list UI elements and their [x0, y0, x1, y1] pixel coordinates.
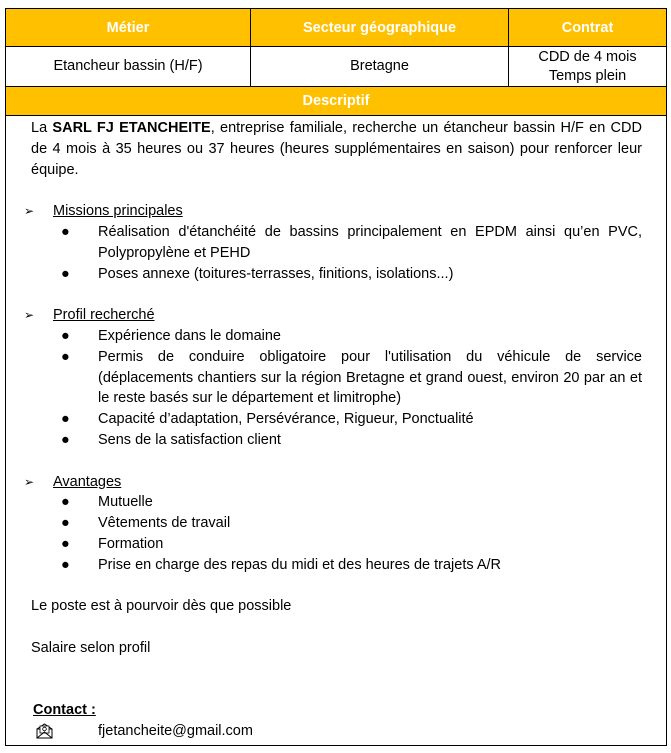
- bullet-icon: ●: [61, 494, 70, 511]
- list-item-text: Mutuelle: [98, 494, 153, 511]
- descriptif-body: [6, 116, 667, 746]
- section-profil: [24, 305, 642, 451]
- bullet-icon: ●: [61, 556, 70, 573]
- bullet-icon: ●: [61, 223, 70, 240]
- list-item-text: Prise en charge des repas du midi et des heures de trajets A/R: [98, 556, 501, 573]
- list-item-text: Réalisation d'étanchéité de bassins principalement en EPDM ainsi qu’en PVC, Polypropylène et PEHD: [98, 223, 642, 261]
- bullet-icon: ●: [61, 431, 70, 448]
- bullet-icon: ●: [61, 348, 70, 365]
- contrat-type: CDD de 4 mois: [538, 48, 637, 65]
- list-item: [31, 430, 642, 451]
- list-item: [31, 326, 642, 347]
- bullet-icon: ●: [61, 515, 70, 532]
- list-item: [31, 347, 642, 409]
- job-offer-document: [5, 8, 666, 746]
- section-avantages: [24, 472, 642, 576]
- list-item-text: Permis de conduire obligatoire pour l'utilisation du véhicule de service (déplacements chantiers sur la région Bretagne et grand ouest, environ 20 par an et le reste basés sur le département et limitrophe): [98, 348, 642, 407]
- list-item: [31, 409, 642, 430]
- header-secteur: Secteur géographique: [251, 9, 509, 47]
- bullet-icon: ●: [61, 535, 70, 552]
- list-item-text: Sens de la satisfaction client: [98, 431, 281, 448]
- list-item-text: Formation: [98, 535, 164, 552]
- list-item: [31, 492, 642, 513]
- contact-row: [31, 721, 642, 742]
- arrow-bullet-icon: ➢: [24, 308, 35, 323]
- contact-email[interactable]: fjetancheite@gmail.com: [98, 723, 253, 740]
- section-title: Missions principales: [53, 203, 183, 220]
- contact-title: Contact :: [33, 702, 96, 719]
- value-metier: Etancheur bassin (H/F): [6, 47, 251, 87]
- bullet-icon: ●: [61, 327, 70, 344]
- value-secteur: Bretagne: [251, 47, 509, 87]
- bullet-icon: ●: [61, 411, 70, 428]
- header-contrat: Contrat: [509, 9, 667, 47]
- intro-prefix: La: [31, 120, 53, 136]
- list-item: [31, 264, 642, 285]
- list-item: [31, 555, 642, 576]
- envelope-icon: [36, 723, 53, 739]
- arrow-bullet-icon: ➢: [24, 474, 35, 489]
- list-item-text: Vêtements de travail: [98, 515, 231, 532]
- salary-text: Salaire selon profil: [31, 639, 151, 656]
- section-missions: [24, 201, 642, 284]
- list-item-text: Expérience dans le domaine: [98, 327, 281, 344]
- value-contrat: [509, 47, 667, 87]
- list-item-text: Capacité d’adaptation, Persévérance, Rigueur, Ponctualité: [98, 411, 474, 428]
- job-offer-table: [5, 8, 667, 746]
- company-name: SARL FJ ETANCHEITE: [52, 120, 211, 136]
- section-title: Avantages: [53, 473, 122, 490]
- section-title: Profil recherché: [53, 307, 155, 324]
- header-metier: Métier: [6, 9, 251, 47]
- availability-text: Le poste est à pourvoir dès que possible: [31, 598, 292, 615]
- header-descriptif: Descriptif: [6, 87, 667, 116]
- list-item: [31, 222, 642, 264]
- contrat-time: Temps plein: [548, 67, 627, 84]
- bullet-icon: ●: [61, 265, 70, 282]
- intro-text: , entreprise familiale, recherche un étancheur bassin H/F en CDD de 4 mois à 35 heures ou 37 heures (heures supplémentaires en saison) pour renforcer leur équipe.: [31, 120, 642, 178]
- intro-paragraph: [31, 118, 642, 180]
- list-item: [31, 513, 642, 534]
- arrow-bullet-icon: ➢: [24, 204, 35, 219]
- list-item-text: Poses annexe (toitures-terrasses, finitions, isolations...): [98, 265, 454, 282]
- list-item: [31, 534, 642, 555]
